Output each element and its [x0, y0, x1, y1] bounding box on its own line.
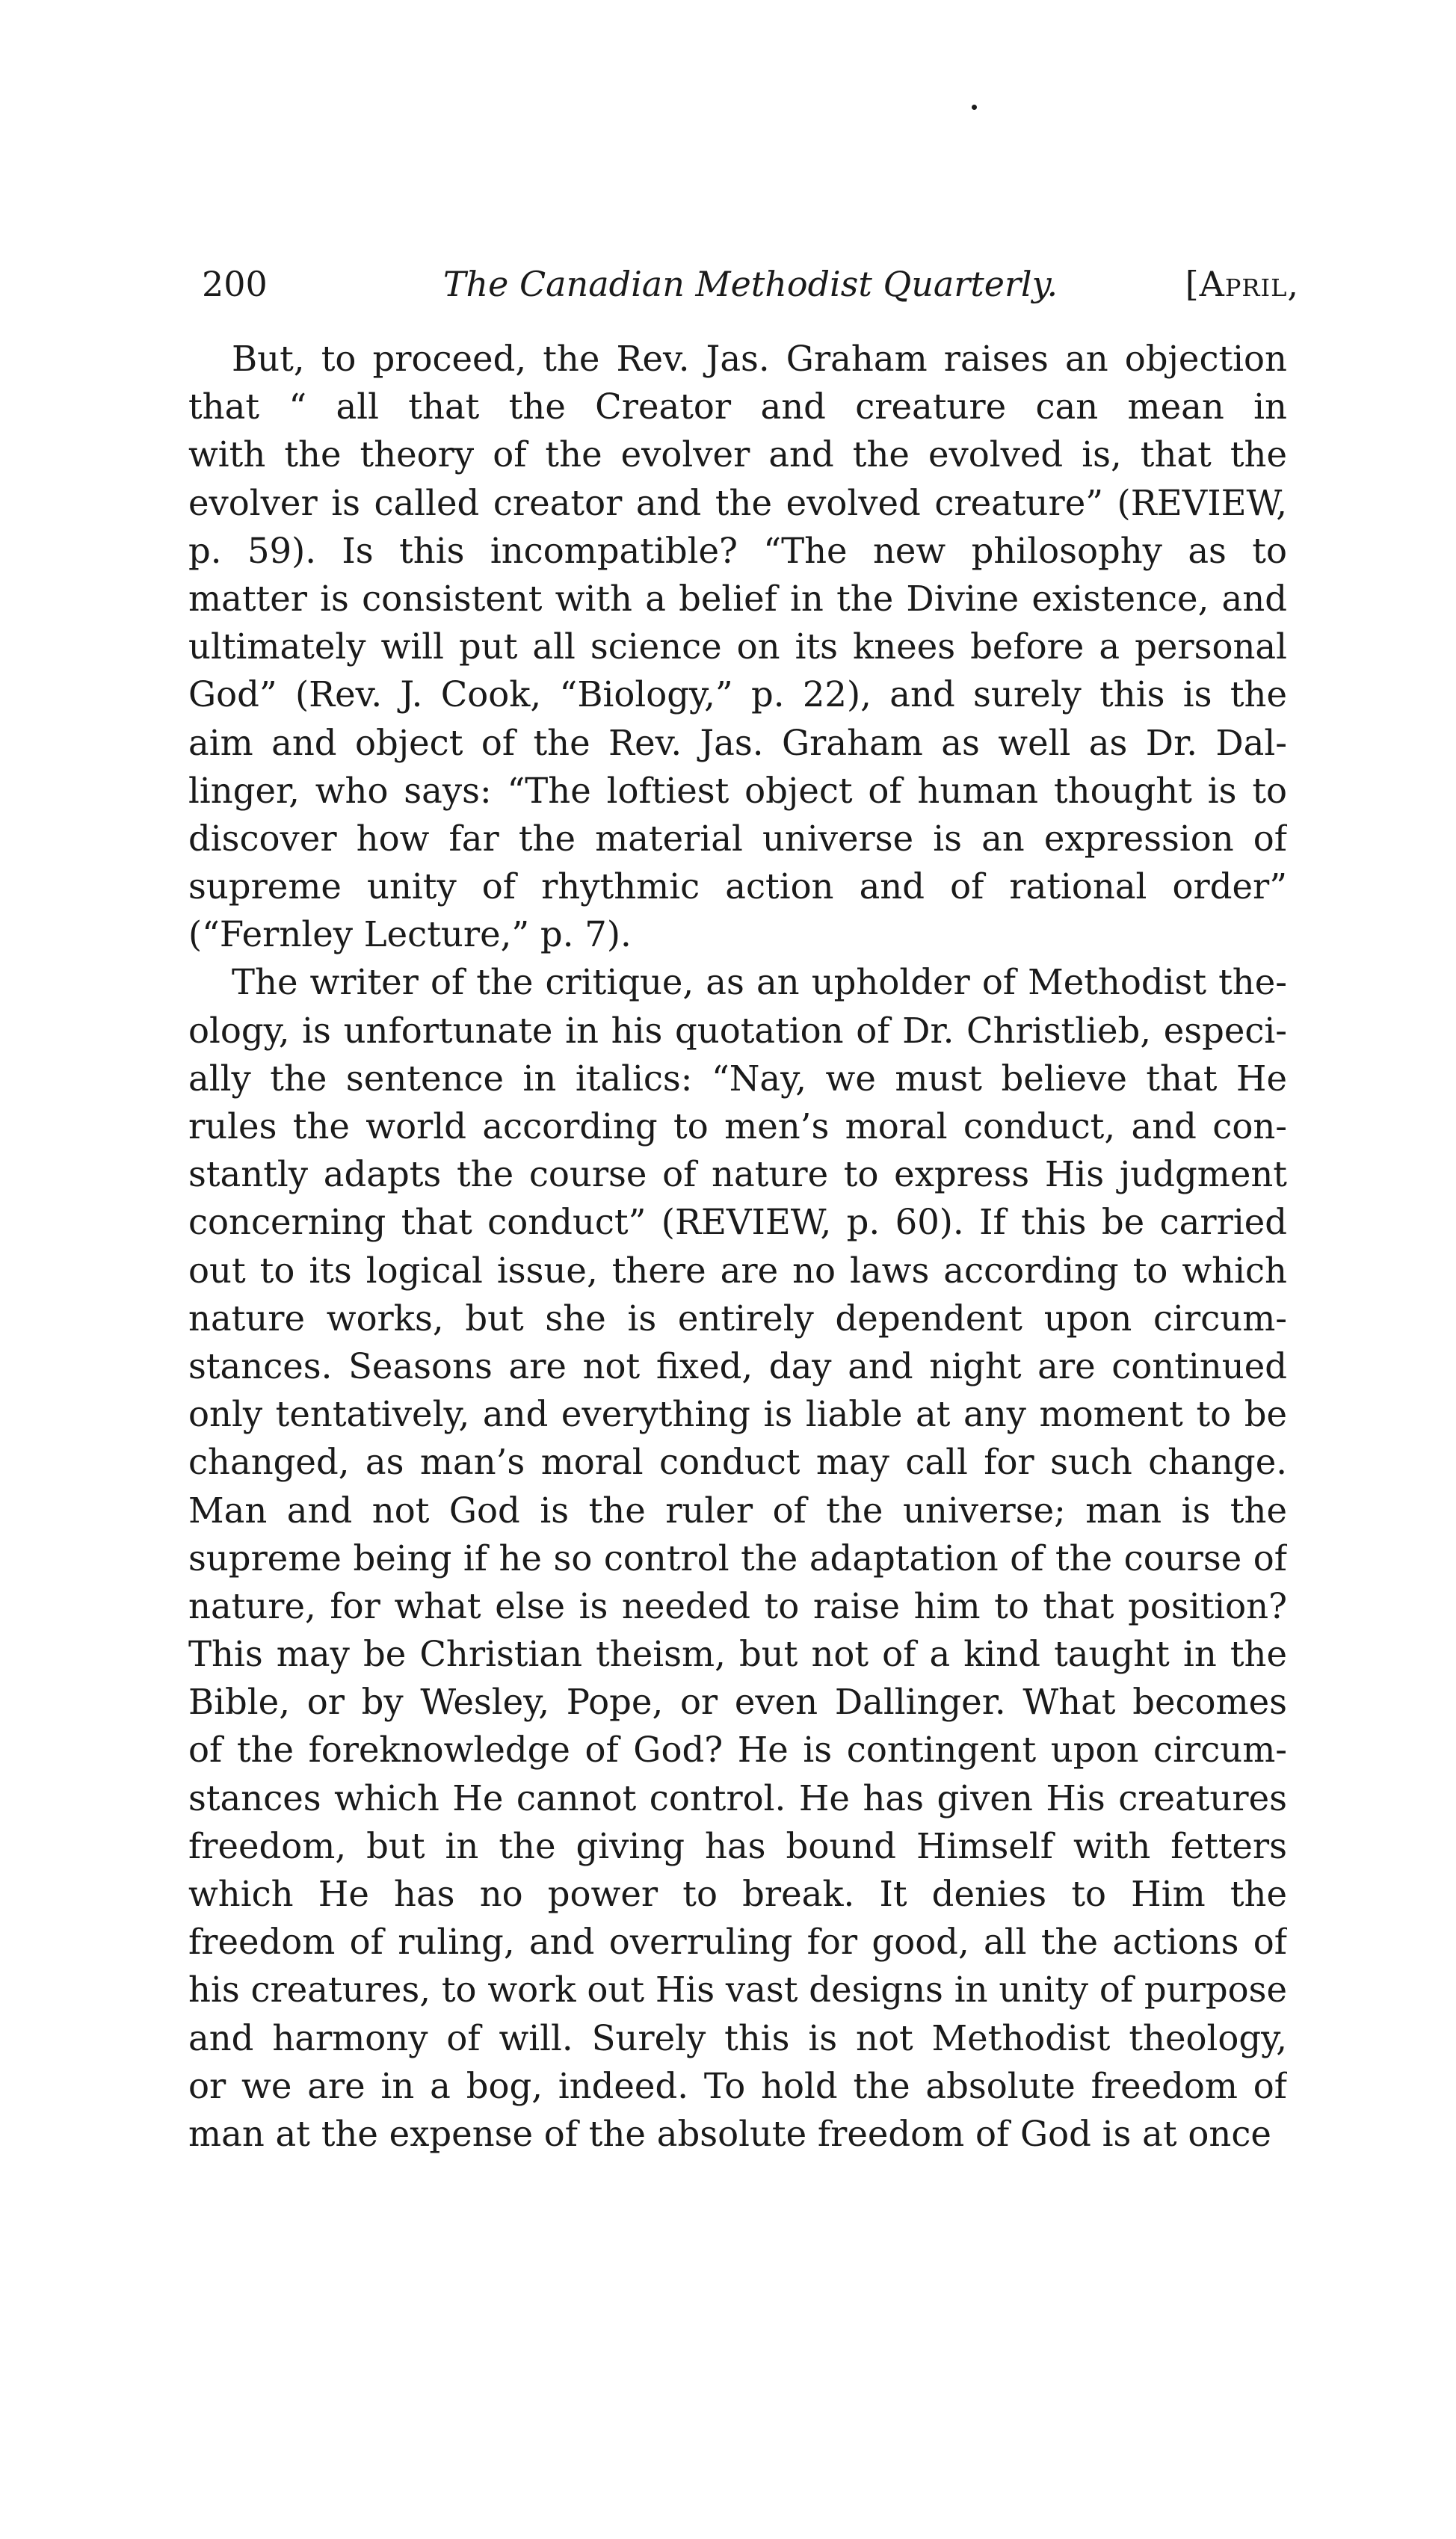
text-line: linger, who says: “The loftiest object of human thought is to [188, 770, 1287, 811]
text-line: freedom of ruling, and overruling for good, all the actions of [188, 1922, 1287, 1963]
text-line: concerning that conduct” (REVIEW, p. 60). If this be carried [188, 1202, 1287, 1243]
text-line: out to its logical issue, there are no laws according to which [188, 1250, 1287, 1291]
text-line: changed, as man’s moral conduct may call for such change. [188, 1442, 1287, 1483]
text-line: which He has no power to break. It denies to Him the [188, 1874, 1287, 1914]
text-line: stances. Seasons are not fixed, day and night are continued [188, 1345, 1287, 1386]
text-line: ally the sentence in italics: “Nay, we must believe that He [188, 1058, 1287, 1099]
text-line: and harmony of will. Surely this is not Methodist theology, [188, 2017, 1287, 2058]
text-line: man at the expense of the absolute freedom of God is at once [188, 2113, 1271, 2154]
running-date: [April, [1185, 264, 1299, 304]
text-line: freedom, but in the giving has bound Himself with fetters [188, 1825, 1287, 1866]
text-line: with the theory of the evolver and the evolved is, that the [188, 434, 1287, 475]
text-line: ultimately will put all science on its knees before a personal [188, 626, 1287, 667]
text-line: But, to proceed, the Rev. Jas. Graham raises an objection [232, 339, 1287, 379]
text-line: Man and not God is the ruler of the universe; man is the [188, 1490, 1287, 1531]
text-line: stances which He cannot control. He has given His creatures [188, 1777, 1287, 1818]
paragraph [188, 958, 1287, 2158]
text-line: or we are in a bog, indeed. To hold the absolute freedom of [188, 2065, 1287, 2106]
text-line: This may be Christian theism, but not of a kind taught in the [188, 1634, 1287, 1675]
page-number: 200 [202, 264, 268, 304]
text-line: p. 59). Is this incompatible? “The new philosophy as to [188, 530, 1287, 571]
text-line: nature works, but she is entirely dependent upon circum- [188, 1298, 1287, 1339]
printer-mark-dot [972, 105, 977, 110]
text-line: rules the world according to men’s moral conduct, and con- [188, 1106, 1287, 1147]
text-line: stantly adapts the course of nature to express His judgment [188, 1154, 1287, 1195]
text-line: (“Fernley Lecture,” p. 7). [188, 914, 632, 955]
text-line: of the foreknowledge of God? He is contingent upon circum- [188, 1730, 1287, 1771]
body-text [188, 335, 1287, 2158]
text-line: supreme unity of rhythmic action and of rational order” [188, 866, 1287, 907]
text-line: ology, is unfortunate in his quotation of Dr. Christlieb, especi- [188, 1010, 1287, 1051]
text-line: supreme being if he so control the adaptation of the course of [188, 1537, 1287, 1579]
text-line: God” (Rev. J. Cook, “Biology,” p. 22), and surely this is the [188, 674, 1287, 715]
text-line: nature, for what else is needed to raise him to that position? [188, 1585, 1287, 1626]
text-line: matter is consistent with a belief in the Divine existence, and [188, 578, 1287, 619]
text-line: discover how far the material universe is an expression of [188, 818, 1287, 859]
text-line: that “ all that the Creator and creature can mean in [188, 386, 1287, 428]
paragraph [188, 335, 1287, 958]
text-line: evolver is called creator and the evolved creature” (REVIEW, [188, 482, 1287, 523]
text-line: Bible, or by Wesley, Pope, or even Dallinger. What becomes [188, 1682, 1287, 1723]
text-line: aim and object of the Rev. Jas. Graham as well as Dr. Dal- [188, 722, 1287, 763]
text-line: The writer of the critique, as an upholder of Methodist the- [232, 962, 1287, 1003]
text-line: only tentatively, and everything is liable at any moment to be [188, 1394, 1287, 1435]
running-header [202, 258, 1299, 310]
text-line: his creatures, to work out His vast designs in unity of purpose [188, 1969, 1287, 2011]
running-title: The Canadian Methodist Quarterly. [442, 264, 1058, 304]
